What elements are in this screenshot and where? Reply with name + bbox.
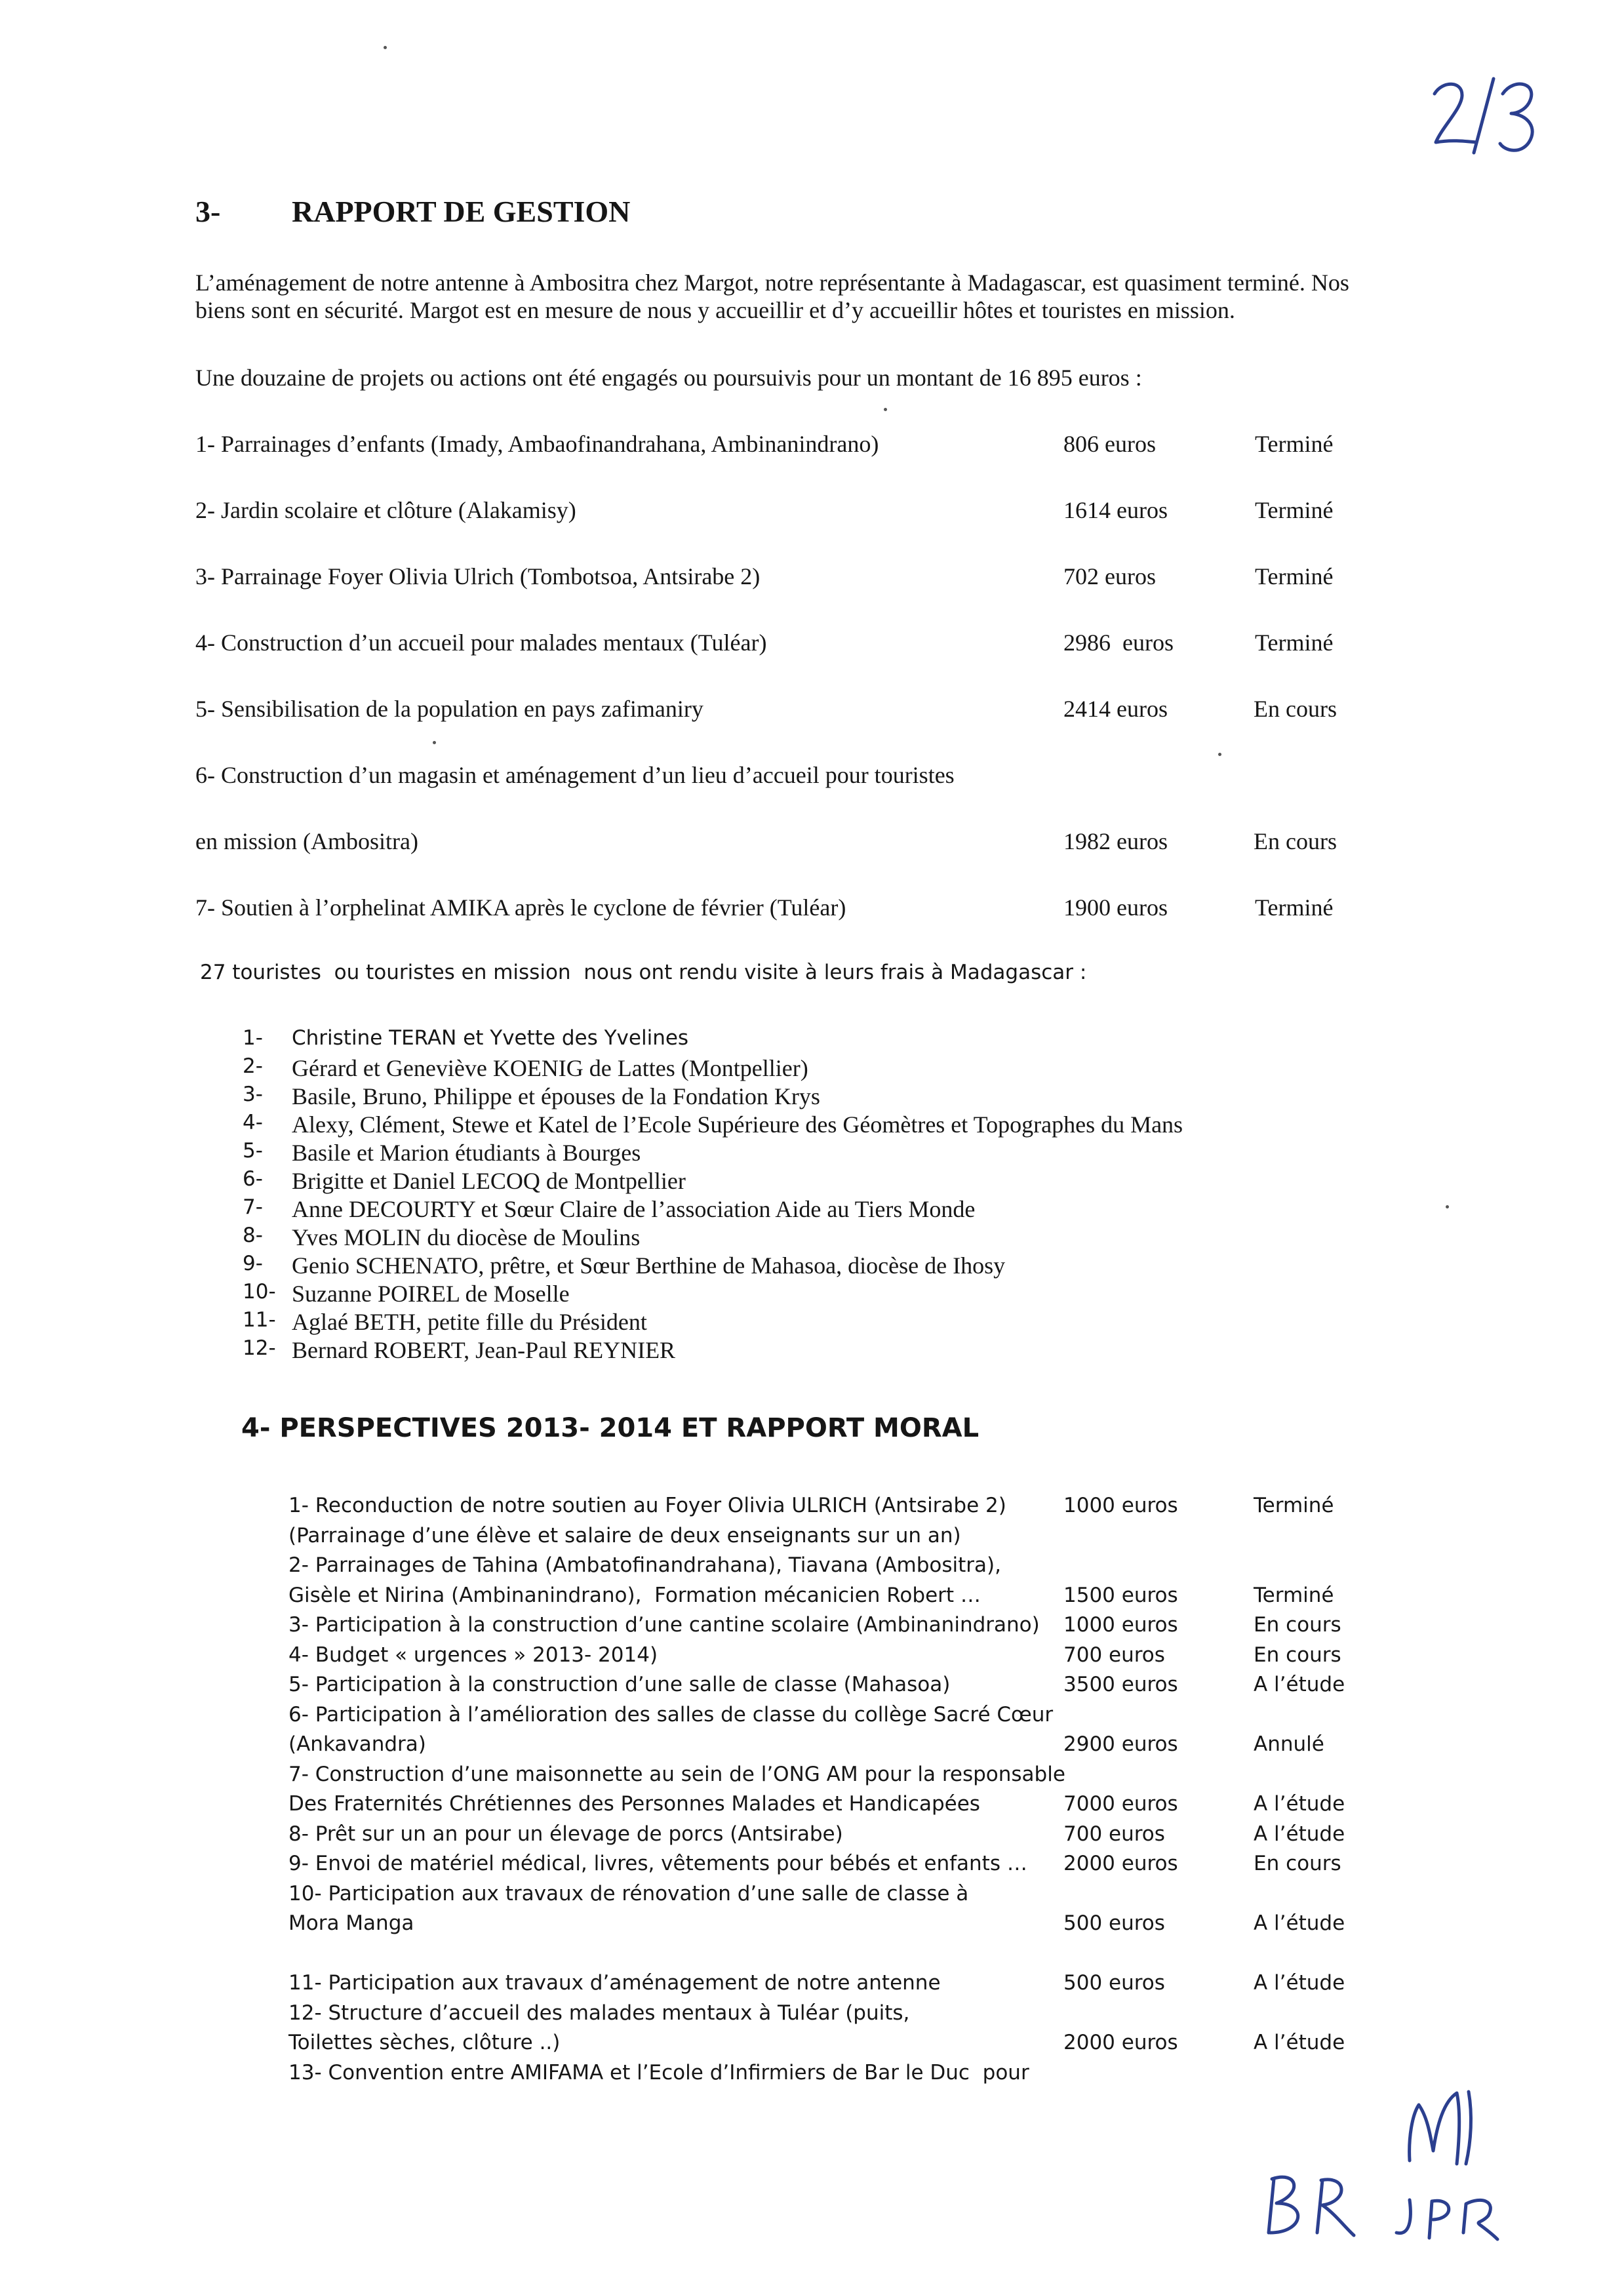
visitor-name: Yves MOLIN du diocèse de Moulins bbox=[292, 1224, 641, 1250]
visitor-number: 10- bbox=[243, 1280, 276, 1304]
visitor-name: Aglaé BETH, petite fille du Président bbox=[292, 1309, 647, 1335]
project-amount: 1900 euros bbox=[1063, 894, 1168, 921]
visitor-number: 9- bbox=[243, 1252, 263, 1275]
perspective-amount: 700 euros bbox=[1063, 1822, 1165, 1846]
visitor-number: 7- bbox=[243, 1195, 263, 1219]
scan-speck bbox=[884, 408, 887, 411]
project-status: Terminé bbox=[1255, 894, 1334, 921]
perspective-label: 2- Parrainages de Tahina (Ambatofinandrahana), Tiavana (Ambositra), bbox=[288, 1553, 1001, 1577]
perspective-status: A l’étude bbox=[1254, 2031, 1345, 2054]
project-label: en mission (Ambositra) bbox=[195, 828, 418, 854]
visitor-name: Basile, Bruno, Philippe et épouses de la Fondation Krys bbox=[292, 1083, 820, 1109]
perspective-label: 8- Prêt sur un an pour un élevage de porcs (Antsirabe) bbox=[288, 1822, 843, 1846]
project-amount: 2414 euros bbox=[1063, 696, 1168, 722]
visitor-name: Bernard ROBERT, Jean-Paul REYNIER bbox=[292, 1337, 676, 1363]
scan-speck bbox=[1218, 753, 1221, 756]
perspective-status: En cours bbox=[1254, 1643, 1341, 1667]
visitors-intro: 27 touristes ou touristes en mission nous ont rendu visite à leurs frais à Madagascar : bbox=[200, 961, 1087, 984]
project-label: 5- Sensibilisation de la population en pays zafimaniry bbox=[195, 696, 703, 722]
scan-speck bbox=[1446, 1205, 1449, 1208]
visitor-number: 11- bbox=[243, 1308, 276, 1332]
visitor-number: 6- bbox=[243, 1167, 263, 1191]
perspective-label: 11- Participation aux travaux d’aménagement de notre antenne bbox=[288, 1971, 941, 1995]
visitor-name: Alexy, Clément, Stewe et Katel de l’Ecole Supérieure des Géomètres et Topographes du Mans bbox=[292, 1111, 1183, 1138]
perspective-label: 10- Participation aux travaux de rénovation d’une salle de classe à bbox=[288, 1882, 969, 1906]
visitor-name: Basile et Marion étudiants à Bourges bbox=[292, 1140, 641, 1166]
handwritten-initials-br bbox=[1262, 2167, 1360, 2246]
visitor-name: Brigitte et Daniel LECOQ de Montpellier bbox=[292, 1168, 686, 1194]
visitor-number: 4- bbox=[243, 1111, 263, 1134]
perspective-status: A l’étude bbox=[1254, 1673, 1345, 1696]
handwritten-initial-m bbox=[1396, 2079, 1488, 2177]
project-status: Terminé bbox=[1255, 497, 1334, 523]
perspective-label: 1- Reconduction de notre soutien au Foyer Olivia ULRICH (Antsirabe 2) bbox=[288, 1494, 1006, 1517]
visitor-number: 12- bbox=[243, 1336, 276, 1360]
project-status: Terminé bbox=[1255, 629, 1334, 656]
perspective-label: 6- Participation à l’amélioration des salles de classe du collège Sacré Cœur bbox=[288, 1703, 1054, 1726]
visitor-number: 3- bbox=[243, 1083, 263, 1106]
visitor-number: 2- bbox=[243, 1054, 263, 1078]
perspective-label: 3- Participation à la construction d’une cantine scolaire (Ambinanindrano) bbox=[288, 1613, 1040, 1637]
visitor-name: Genio SCHENATO, prêtre, et Sœur Berthine de Mahasoa, diocèse de Ihosy bbox=[292, 1252, 1006, 1279]
perspective-label: Des Fraternités Chrétiennes des Personnes Malades et Handicapées bbox=[288, 1792, 980, 1816]
perspective-label: Toilettes sèches, clôture ..) bbox=[288, 2031, 561, 2054]
perspective-status: En cours bbox=[1254, 1613, 1341, 1637]
project-label: 7- Soutien à l’orphelinat AMIKA après le cyclone de février (Tuléar) bbox=[195, 894, 846, 921]
project-label: 2- Jardin scolaire et clôture (Alakamisy) bbox=[195, 497, 576, 523]
scan-speck bbox=[433, 741, 436, 744]
perspective-amount: 2900 euros bbox=[1063, 1732, 1178, 1756]
scan-speck bbox=[384, 46, 387, 49]
project-amount: 702 euros bbox=[1063, 563, 1156, 589]
section3-number: 3- bbox=[195, 195, 221, 228]
visitor-name: Anne DECOURTY et Sœur Claire de l’association Aide au Tiers Monde bbox=[292, 1196, 976, 1222]
perspective-label: 7- Construction d’une maisonnette au sein de l’ONG AM pour la responsable bbox=[288, 1763, 1065, 1786]
projects-intro: Une douzaine de projets ou actions ont été engagés ou poursuivis pour un montant de 16 895 euros : bbox=[195, 365, 1142, 391]
perspective-label: (Ankavandra) bbox=[288, 1732, 426, 1756]
perspective-label: 5- Participation à la construction d’une salle de classe (Mahasoa) bbox=[288, 1673, 951, 1696]
perspective-status: Terminé bbox=[1254, 1584, 1334, 1607]
handwritten-page-number bbox=[1416, 56, 1547, 161]
project-label: 3- Parrainage Foyer Olivia Ulrich (Tombotsoa, Antsirabe 2) bbox=[195, 563, 761, 589]
project-amount: 1614 euros bbox=[1063, 497, 1168, 523]
perspective-status: A l’étude bbox=[1254, 1971, 1345, 1995]
visitor-name: Suzanne POIREL de Moselle bbox=[292, 1281, 570, 1307]
intro-paragraph-line2: biens sont en sécurité. Margot est en mesure de nous y accueillir et d’y accueillir hôtes et touristes en mission. bbox=[195, 297, 1235, 323]
perspective-label: 4- Budget « urgences » 2013- 2014) bbox=[288, 1643, 658, 1667]
project-status: Terminé bbox=[1255, 563, 1334, 589]
perspective-label: 13- Convention entre AMIFAMA et l’Ecole d’Infirmiers de Bar le Duc pour bbox=[288, 2061, 1029, 2085]
perspective-status: Annulé bbox=[1254, 1732, 1324, 1756]
project-status: En cours bbox=[1254, 696, 1337, 722]
section4-title: 4- PERSPECTIVES 2013- 2014 ET RAPPORT MORAL bbox=[241, 1413, 980, 1443]
perspective-amount: 1000 euros bbox=[1063, 1494, 1178, 1517]
perspective-status: En cours bbox=[1254, 1852, 1341, 1875]
visitor-number: 5- bbox=[243, 1139, 263, 1163]
perspective-amount: 500 euros bbox=[1063, 1971, 1165, 1995]
project-status: En cours bbox=[1254, 828, 1337, 854]
project-amount: 1982 euros bbox=[1063, 828, 1168, 854]
perspective-amount: 2000 euros bbox=[1063, 1852, 1178, 1875]
visitor-number: 8- bbox=[243, 1224, 263, 1247]
project-amount: 806 euros bbox=[1063, 431, 1156, 457]
project-label: 4- Construction d’un accueil pour malades mentaux (Tuléar) bbox=[195, 629, 767, 656]
visitor-name: Gérard et Geneviève KOENIG de Lattes (Montpellier) bbox=[292, 1055, 808, 1081]
perspective-label: (Parrainage d’une élève et salaire de deux enseignants sur un an) bbox=[288, 1524, 961, 1547]
intro-paragraph-line1: L’aménagement de notre antenne à Ambositra chez Margot, notre représentante à Madagascar, est quasiment terminé. Nos bbox=[195, 269, 1349, 296]
project-amount: 2986 euros bbox=[1063, 629, 1174, 656]
perspective-amount: 7000 euros bbox=[1063, 1792, 1178, 1816]
perspective-label: 12- Structure d’accueil des malades mentaux à Tuléar (puits, bbox=[288, 2001, 910, 2025]
perspective-label: Gisèle et Nirina (Ambinanindrano), Formation mécanicien Robert … bbox=[288, 1584, 981, 1607]
visitor-name: Christine TERAN et Yvette des Yvelines bbox=[292, 1026, 689, 1050]
perspective-amount: 1000 euros bbox=[1063, 1613, 1178, 1637]
perspective-amount: 500 euros bbox=[1063, 1911, 1165, 1935]
perspective-amount: 3500 euros bbox=[1063, 1673, 1178, 1696]
perspective-status: Terminé bbox=[1254, 1494, 1334, 1517]
handwritten-initials-jpr bbox=[1390, 2187, 1501, 2246]
perspective-status: A l’étude bbox=[1254, 1822, 1345, 1846]
perspective-amount: 1500 euros bbox=[1063, 1584, 1178, 1607]
perspective-amount: 2000 euros bbox=[1063, 2031, 1178, 2054]
section3-title: RAPPORT DE GESTION bbox=[292, 195, 631, 228]
perspective-label: Mora Manga bbox=[288, 1911, 414, 1935]
visitor-number: 1- bbox=[243, 1026, 263, 1050]
perspective-amount: 700 euros bbox=[1063, 1643, 1165, 1667]
project-label: 6- Construction d’un magasin et aménagement d’un lieu d’accueil pour touristes bbox=[195, 762, 955, 788]
project-status: Terminé bbox=[1255, 431, 1334, 457]
perspective-label: 9- Envoi de matériel médical, livres, vêtements pour bébés et enfants … bbox=[288, 1852, 1027, 1875]
perspective-status: A l’étude bbox=[1254, 1911, 1345, 1935]
project-label: 1- Parrainages d’enfants (Imady, Ambaofinandrahana, Ambinanindrano) bbox=[195, 431, 879, 457]
perspective-status: A l’étude bbox=[1254, 1792, 1345, 1816]
